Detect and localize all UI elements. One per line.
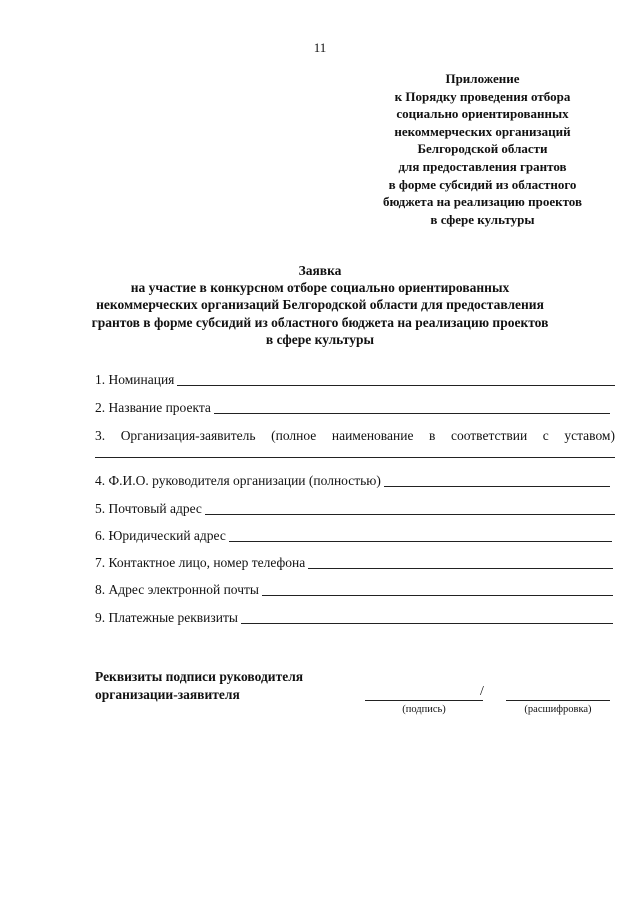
field-label-part: с <box>542 428 549 443</box>
appendix-line: Белгородской области <box>417 141 548 157</box>
project-name-input[interactable] <box>214 399 610 414</box>
title-line: в сфере культуры <box>265 331 375 347</box>
legal-address-input[interactable] <box>229 527 612 542</box>
field-contact-person <box>95 553 613 571</box>
page-number: 11 <box>313 40 327 55</box>
signature-label-line: Реквизиты подписи руководителя <box>95 669 304 684</box>
appendix-line: для предоставления грантов <box>398 158 567 174</box>
nomination-input[interactable] <box>177 371 615 386</box>
field-label: 6. Юридический адрес <box>95 528 226 543</box>
field-label-part: уставом) <box>564 428 615 443</box>
appendix-line: к Порядку проведения отбора <box>394 88 571 104</box>
organization-input-line[interactable] <box>95 457 615 458</box>
appendix-line: в форме субсидий из областного <box>388 176 577 192</box>
field-label-part: 3. <box>95 428 106 443</box>
decoding-caption: (расшифровка) <box>524 704 592 715</box>
appendix-block <box>360 70 605 228</box>
appendix-line: в сфере культуры <box>430 211 535 227</box>
payment-details-input[interactable] <box>241 609 613 624</box>
title-line: грантов в форме субсидий из областного бюджета на реализацию проектов <box>91 314 549 330</box>
field-label: 2. Название проекта <box>95 400 211 415</box>
title-line: некоммерческих организаций Белгородской области для предоставления <box>96 297 544 313</box>
field-organization-label <box>95 428 615 444</box>
field-nomination <box>95 370 615 388</box>
field-label: 1. Номинация <box>95 372 175 387</box>
application-title <box>80 262 560 348</box>
signature-separator: / <box>480 684 484 699</box>
field-label-part: (полное <box>271 428 317 443</box>
field-label: 4. Ф.И.О. руководителя организации (полностью) <box>95 473 381 488</box>
signature-caption: (подпись) <box>402 704 446 715</box>
field-label: 5. Почтовый адрес <box>95 501 202 516</box>
postal-address-input[interactable] <box>205 500 615 515</box>
field-email <box>95 580 613 598</box>
signature-label <box>95 668 303 704</box>
field-label: 7. Контактное лицо, номер телефона <box>95 555 306 570</box>
field-legal-address <box>95 526 612 544</box>
email-input[interactable] <box>262 581 613 596</box>
field-payment-details <box>95 608 613 626</box>
field-label-part: наименование <box>331 428 414 443</box>
title-heading: Заявка <box>298 263 342 278</box>
appendix-line: некоммерческих организаций <box>394 123 571 139</box>
field-postal-address <box>95 499 615 517</box>
field-label: 9. Платежные реквизиты <box>95 610 238 625</box>
contact-person-input[interactable] <box>308 554 613 569</box>
appendix-line: Приложение <box>445 71 520 86</box>
field-project-name <box>95 398 610 416</box>
appendix-line: бюджета на реализацию проектов <box>382 194 582 210</box>
appendix-line: социально ориентированных <box>396 106 569 122</box>
field-label-part: Организация-заявитель <box>120 428 256 443</box>
field-label-part: в <box>429 428 436 443</box>
director-name-input[interactable] <box>384 472 610 487</box>
signature-line[interactable] <box>365 700 483 701</box>
signature-label-line: организации-заявителя <box>95 687 240 702</box>
title-line: на участие в конкурсном отборе социально ориентированных <box>130 280 510 296</box>
field-director-name <box>95 471 610 489</box>
field-label: 8. Адрес электронной почты <box>95 582 259 597</box>
decoding-line[interactable] <box>506 700 610 701</box>
field-label-part: соответствии <box>450 428 528 443</box>
